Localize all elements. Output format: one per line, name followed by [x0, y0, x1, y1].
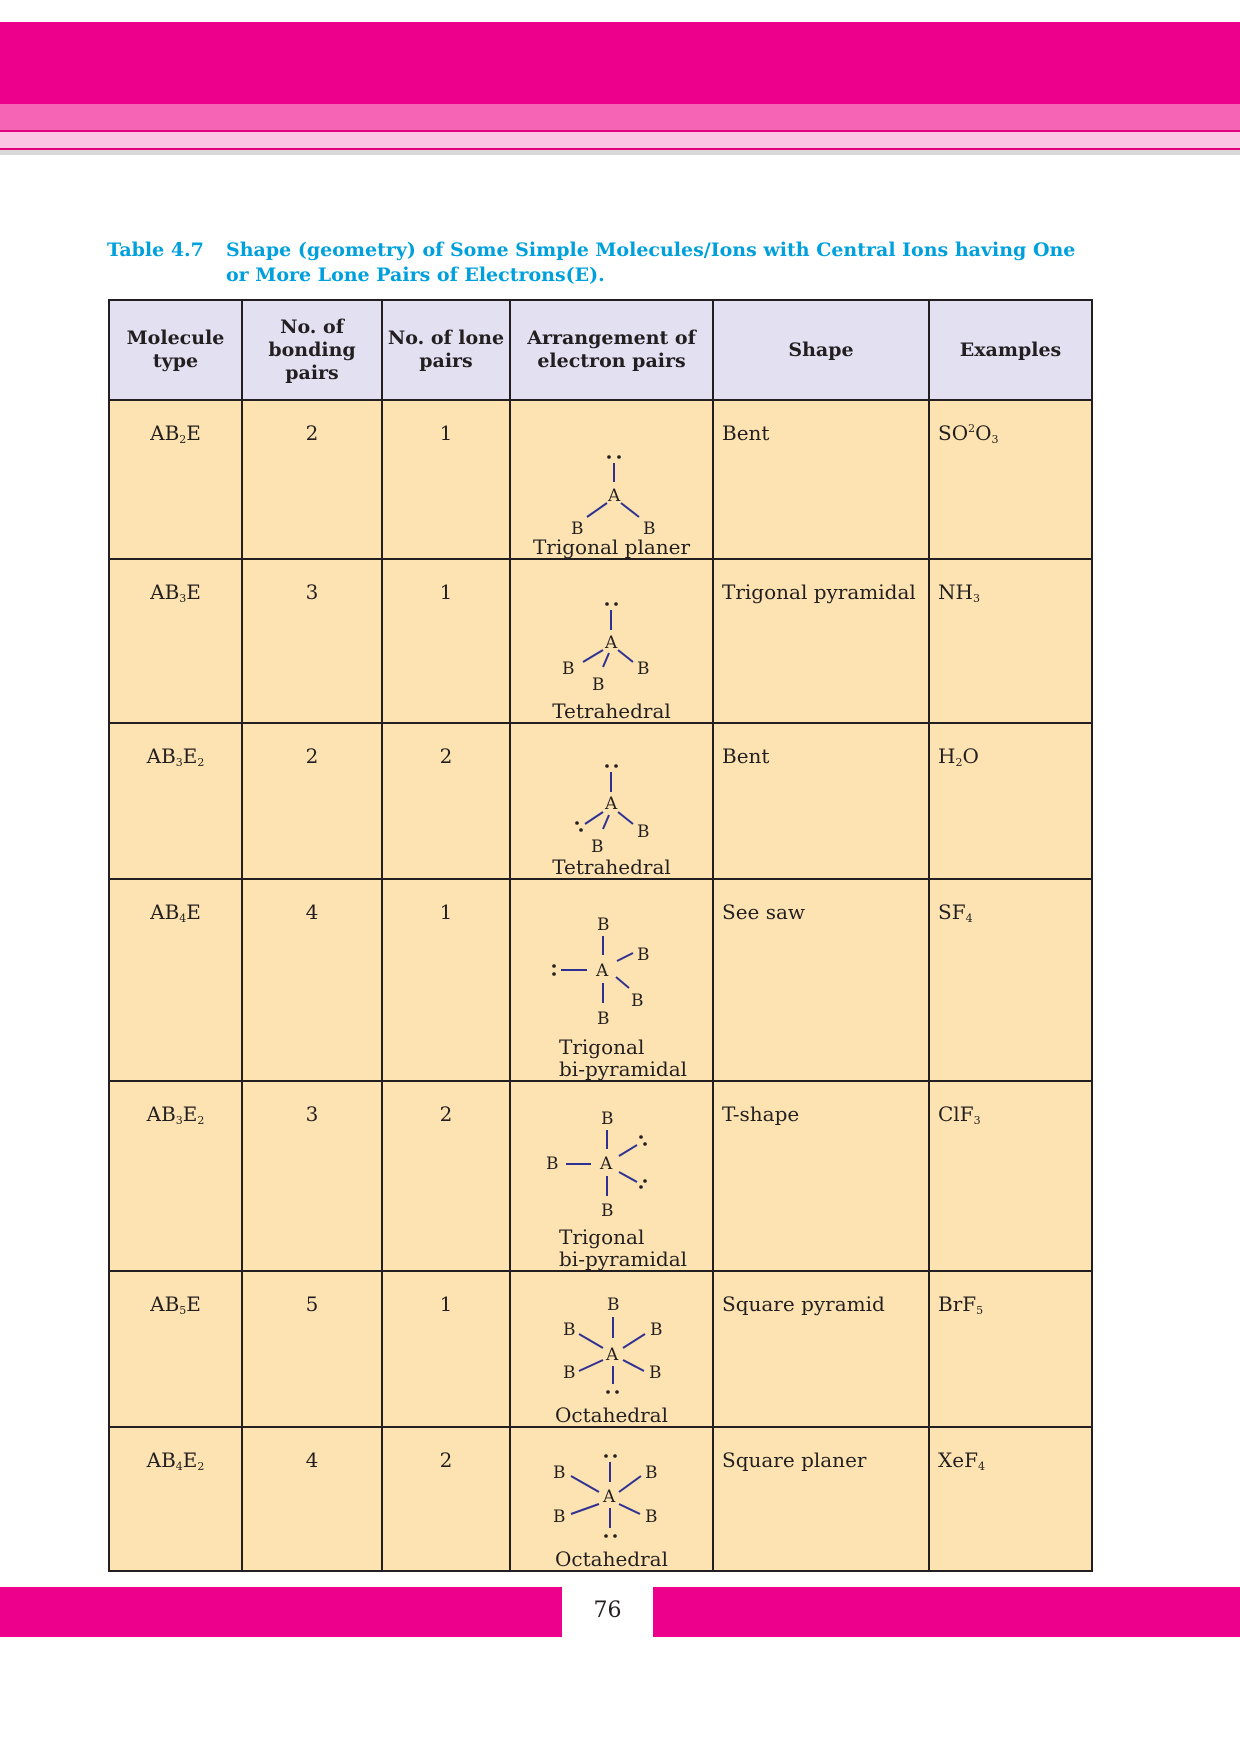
example-cell: $H_2O$	[929, 723, 1092, 879]
shape-cell: T-shape	[713, 1081, 929, 1271]
central-atom-label: A	[605, 794, 618, 814]
lone-pairs-cell: 1	[382, 1271, 510, 1427]
ligand-atom-label: B	[637, 822, 650, 842]
bond-line	[618, 650, 633, 662]
arrangement-label-line-1: Trigonal	[559, 1035, 645, 1059]
arrangement-cell	[510, 723, 713, 879]
bond-line	[603, 653, 609, 667]
ligand-atom-label: B	[650, 1320, 663, 1340]
molecule-type-cell: $AB_3E$	[109, 559, 242, 723]
trigonal-bipyramidal-diagram	[519, 900, 719, 1036]
example-cell: XeF$_4$	[929, 1427, 1092, 1571]
lone-pair-dot	[639, 1135, 643, 1139]
top-banner-stripe	[0, 104, 1240, 130]
arrangement-label: Trigonal planer	[532, 535, 691, 559]
ligand-atom-label: B	[645, 1463, 658, 1483]
ligand-atom-label: B	[571, 519, 584, 536]
arrangement-label: Tetrahedral	[552, 699, 671, 723]
example-cell: $NH_3$	[929, 559, 1092, 723]
ligand-atom-label: B	[597, 1009, 610, 1029]
trigonal-planar-diagram	[519, 421, 719, 536]
bond-line	[621, 503, 639, 517]
table-number: Table 4.7	[107, 239, 204, 261]
table-title: Shape (geometry) of Some Simple Molecules/Ions with Central Ions having One or More Lone Pairs of Electrons(E).	[226, 239, 1076, 286]
example-cell: ClF$_3$	[929, 1081, 1092, 1271]
tetrahedral-two-lone-pairs-diagram	[519, 744, 719, 856]
header-bonding-pairs: No. of bonding pairs	[242, 300, 382, 400]
lone-pair-dot	[613, 1534, 617, 1538]
molecule-type-cell: $AB_2E$	[109, 400, 242, 559]
ligand-atom-label: B	[601, 1201, 614, 1221]
square-planar-diagram	[519, 1448, 719, 1548]
header-examples: Examples	[929, 300, 1092, 400]
table-row	[109, 879, 1092, 1081]
page-number: 76	[593, 1598, 622, 1623]
arrangement-label-line-1: Trigonal	[559, 1225, 645, 1249]
lone-pairs-cell: 1	[382, 879, 510, 1081]
bond-line	[617, 953, 633, 961]
shape-cell: Bent	[713, 723, 929, 879]
ligand-atom-label: B	[553, 1463, 566, 1483]
lone-pair-dot	[617, 455, 621, 459]
table-row	[109, 723, 1092, 879]
lone-pairs-cell: 1	[382, 559, 510, 723]
central-atom-label: A	[608, 486, 621, 506]
ligand-atom-label: B	[553, 1507, 566, 1527]
bond-line	[616, 977, 629, 988]
ligand-atom-label: B	[591, 837, 604, 856]
lone-pairs-cell: 1	[382, 400, 510, 559]
lone-pairs-cell: 2	[382, 1427, 510, 1571]
bond-line	[579, 1334, 603, 1348]
bond-line	[619, 1504, 640, 1514]
bond-line	[585, 812, 603, 824]
example-cell: $SO^2O_3$	[929, 400, 1092, 559]
ligand-atom-label: B	[592, 675, 605, 695]
ligand-atom-label: B	[637, 659, 650, 679]
ligand-atom-label: B	[601, 1109, 614, 1129]
bond-line	[571, 1476, 599, 1492]
lone-pair-dot	[552, 972, 556, 976]
header-molecule-type: Molecule type	[109, 300, 242, 400]
bond-line	[579, 1360, 603, 1371]
bonding-pairs-cell: 2	[242, 723, 382, 879]
example-cell: $SF_4$	[929, 879, 1092, 1081]
bonding-pairs-cell: 4	[242, 879, 382, 1081]
arrangement-label: Octahedral	[555, 1403, 668, 1427]
central-atom-label: A	[596, 961, 609, 981]
shape-cell: Square pyramid	[713, 1271, 929, 1427]
arrangement-cell	[510, 1427, 713, 1571]
bond-line	[619, 1476, 641, 1492]
table-header-row	[109, 300, 1092, 400]
lone-pair-dot	[614, 602, 618, 606]
header-shape: Shape	[713, 300, 929, 400]
molecule-type-cell: $AB_3E_2$	[109, 723, 242, 879]
ligand-atom-label: B	[597, 915, 610, 935]
bond-line	[603, 815, 609, 829]
lone-pair-dot	[575, 821, 579, 825]
lone-pair-dot	[615, 1390, 619, 1394]
central-atom-label: A	[603, 1487, 616, 1507]
ligand-atom-label: B	[546, 1154, 559, 1174]
lone-pair-dot	[614, 764, 618, 768]
shape-cell: Trigonal pyramidal	[713, 559, 929, 723]
arrangement-label-line-2: bi-pyramidal	[559, 1057, 688, 1081]
header-arrangement: Arrangement of electron pairs	[510, 300, 713, 400]
t-shape-diagram	[519, 1102, 719, 1226]
table-caption	[107, 238, 1097, 288]
lone-pair-dot	[604, 1534, 608, 1538]
header-lone-pairs: No. of lone pairs	[382, 300, 510, 400]
bond-line	[623, 1334, 645, 1348]
molecule-type-cell: $AB_3E_2$	[109, 1081, 242, 1271]
lone-pair-dot	[605, 764, 609, 768]
arrangement-cell	[510, 559, 713, 723]
bonding-pairs-cell: 3	[242, 1081, 382, 1271]
central-atom-label: A	[600, 1154, 613, 1174]
lone-pairs-cell: 2	[382, 723, 510, 879]
tetrahedral-diagram	[519, 580, 719, 700]
top-banner-shadow	[0, 150, 1240, 155]
square-pyramid-diagram	[519, 1292, 719, 1404]
lone-pair-dot	[579, 828, 583, 832]
table-row	[109, 400, 1092, 559]
central-atom-label: A	[606, 1345, 619, 1365]
arrangement-cell	[510, 879, 713, 1081]
bond-line	[587, 503, 607, 517]
table-row	[109, 1081, 1092, 1271]
shape-cell: Square planer	[713, 1427, 929, 1571]
bond-line	[618, 812, 633, 824]
bonding-pairs-cell: 4	[242, 1427, 382, 1571]
arrangement-cell	[510, 1081, 713, 1271]
ligand-atom-label: B	[607, 1295, 620, 1315]
table-row	[109, 1271, 1092, 1427]
arrangement-cell	[510, 400, 713, 559]
footer-bar-left	[0, 1587, 562, 1637]
lone-pair-dot	[606, 1390, 610, 1394]
lone-pairs-cell: 2	[382, 1081, 510, 1271]
molecule-type-cell: $AB_5E$	[109, 1271, 242, 1427]
lone-pair-dot	[643, 1179, 647, 1183]
ligand-atom-label: B	[649, 1363, 662, 1383]
top-banner	[0, 22, 1240, 104]
arrangement-cell	[510, 1271, 713, 1427]
ligand-atom-label: B	[563, 1320, 576, 1340]
ligand-atom-label: B	[637, 945, 650, 965]
example-cell: BrF$_5$	[929, 1271, 1092, 1427]
bonding-pairs-cell: 5	[242, 1271, 382, 1427]
shape-cell: Bent	[713, 400, 929, 559]
table-row	[109, 1427, 1092, 1571]
arrangement-label: Octahedral	[555, 1547, 668, 1571]
molecule-type-cell: $AB_4E_2$	[109, 1427, 242, 1571]
arrangement-label: Tetrahedral	[552, 855, 671, 879]
lone-pair-dot	[613, 1454, 617, 1458]
lone-pair-dot	[607, 455, 611, 459]
lone-pair-dot	[552, 964, 556, 968]
bond-line	[623, 1360, 644, 1371]
bonding-pairs-cell: 3	[242, 559, 382, 723]
lone-pair-dot	[643, 1142, 647, 1146]
ligand-atom-label: B	[563, 1363, 576, 1383]
ligand-atom-label: B	[645, 1507, 658, 1527]
lone-pair-dot	[639, 1185, 643, 1189]
central-atom-label: A	[605, 633, 618, 653]
bond-line	[619, 1172, 637, 1182]
lone-pair-dot	[604, 1454, 608, 1458]
bond-line	[571, 1504, 599, 1514]
top-banner-stripe-light	[0, 130, 1240, 150]
ligand-atom-label: B	[631, 991, 644, 1011]
lone-pair-dot	[605, 602, 609, 606]
arrangement-label-line-2: bi-pyramidal	[559, 1247, 688, 1271]
footer-bar-right	[653, 1587, 1240, 1637]
molecule-type-cell: $AB_4E$	[109, 879, 242, 1081]
bond-line	[583, 650, 603, 662]
bonding-pairs-cell: 2	[242, 400, 382, 559]
geometry-table	[108, 299, 1093, 1572]
ligand-atom-label: B	[643, 519, 656, 536]
table-row	[109, 559, 1092, 723]
shape-cell: See saw	[713, 879, 929, 1081]
bond-line	[619, 1145, 637, 1156]
ligand-atom-label: B	[562, 659, 575, 679]
